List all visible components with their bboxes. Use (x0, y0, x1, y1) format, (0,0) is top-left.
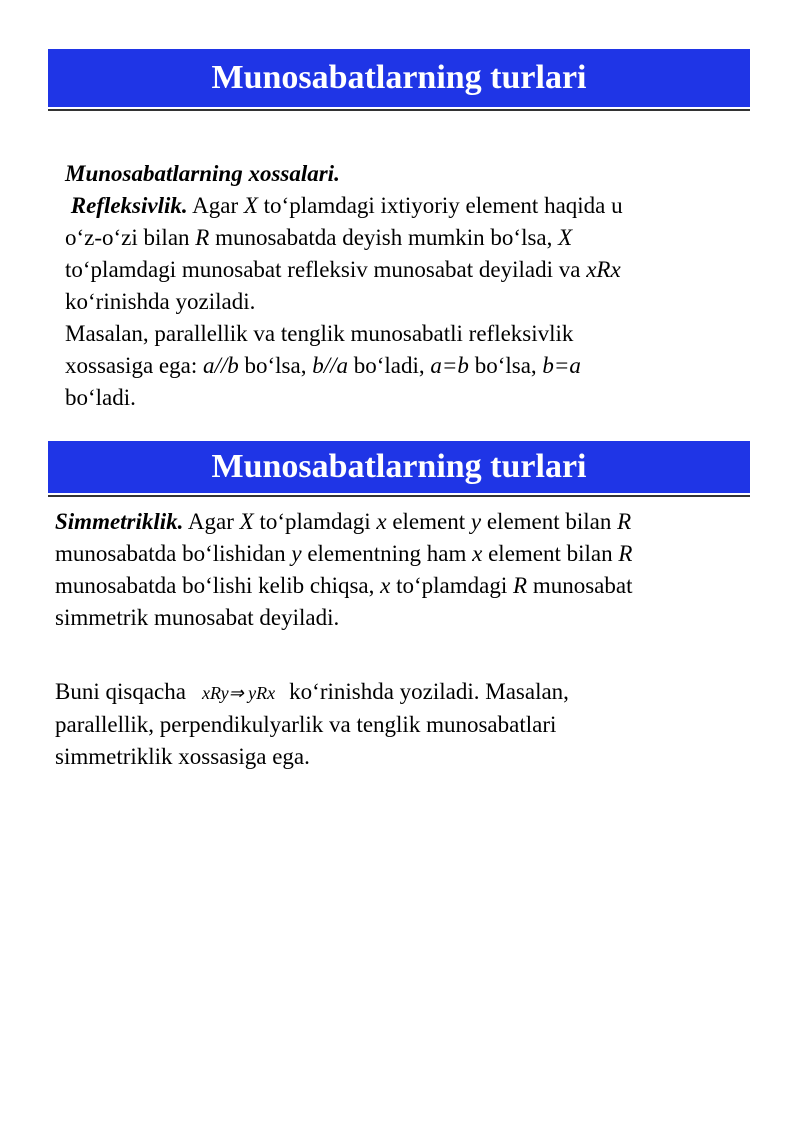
symmetry-notation-paragraph (55, 676, 569, 773)
text-run: munosabat (527, 573, 633, 598)
text-run: to‘plamdagi (390, 573, 513, 598)
text-line: bo‘ladi. (65, 385, 136, 410)
title-underline (48, 495, 750, 497)
text-run: ko‘rinishda yoziladi. Masalan, (289, 679, 569, 704)
math-var: x (380, 573, 391, 598)
term-reflexivity: Refleksivlik. (70, 193, 188, 218)
text-line (55, 538, 632, 570)
math-expr: a//b (202, 353, 239, 378)
math-var: R (195, 225, 210, 250)
math-expr: b//a (312, 353, 348, 378)
section-title-banner (48, 441, 750, 493)
text-run: bo‘lsa, (238, 353, 313, 378)
math-expr: xRx (586, 257, 621, 282)
math-var: x (472, 541, 483, 566)
section-title-banner (48, 49, 750, 107)
text-run: Agar (183, 509, 240, 534)
section-title: Munosabatlarning turlari (211, 448, 587, 485)
term-symmetry: Simmetriklik. (55, 509, 184, 534)
text-line: simmetrik munosabat deyiladi. (55, 605, 340, 630)
text-line (55, 506, 632, 538)
text-run: munosabatda bo‘lishi kelib chiqsa, (55, 573, 381, 598)
math-var: X (239, 509, 254, 534)
text-line: parallellik, perpendikulyarlik va tenglik munosabatlari (55, 712, 557, 737)
text-line (65, 222, 623, 254)
text-line (65, 350, 623, 382)
math-var: y (291, 541, 302, 566)
section-title: Munosabatlarning turlari (211, 59, 587, 96)
text-run: o‘z-o‘zi bilan (65, 225, 196, 250)
text-run: bo‘ladi, (348, 353, 431, 378)
text-run: munosabatda bo‘lishidan (55, 541, 292, 566)
text-run: to‘plamdagi munosabat refleksiv munosabat deyiladi va (65, 257, 587, 282)
text-line (55, 676, 569, 709)
math-var: X (243, 193, 258, 218)
text-run: bo‘lsa, (468, 353, 543, 378)
symmetry-paragraph (55, 506, 632, 634)
text-line: simmetriklik xossasiga ega. (55, 744, 310, 769)
math-var: R (618, 541, 633, 566)
text-run: elementning ham (301, 541, 473, 566)
text-run: to‘plamdagi (253, 509, 377, 534)
math-var: x (376, 509, 387, 534)
text-line: ko‘rinishda yoziladi. (65, 289, 256, 314)
text-run: to‘plamdagi ixtiyoriy element haqida u (257, 193, 623, 218)
text-line (65, 190, 623, 222)
text-run: element bilan (482, 541, 619, 566)
text-run: element (386, 509, 471, 534)
math-expr: b=a (542, 353, 581, 378)
text-line (55, 570, 632, 602)
math-var: X (558, 225, 573, 250)
math-var: R (617, 509, 632, 534)
symmetry-formula: xRy⇒ yRx (201, 683, 276, 703)
title-underline (48, 109, 750, 111)
text-line: Masalan, parallellik va tenglik munosabatli refleksivlik (65, 321, 574, 346)
math-expr: a=b (430, 353, 469, 378)
text-run: xossasiga ega: (65, 353, 203, 378)
properties-heading: Munosabatlarning xossalari. (65, 161, 340, 186)
text-run: element bilan (481, 509, 618, 534)
text-run: munosabatda deyish mumkin bo‘lsa, (209, 225, 559, 250)
reflexivity-paragraph (65, 158, 623, 414)
text-run: Agar (192, 193, 244, 218)
text-run: Buni qisqacha (55, 679, 186, 704)
text-line (65, 254, 623, 286)
math-var: y (470, 509, 482, 534)
math-var: R (513, 573, 528, 598)
